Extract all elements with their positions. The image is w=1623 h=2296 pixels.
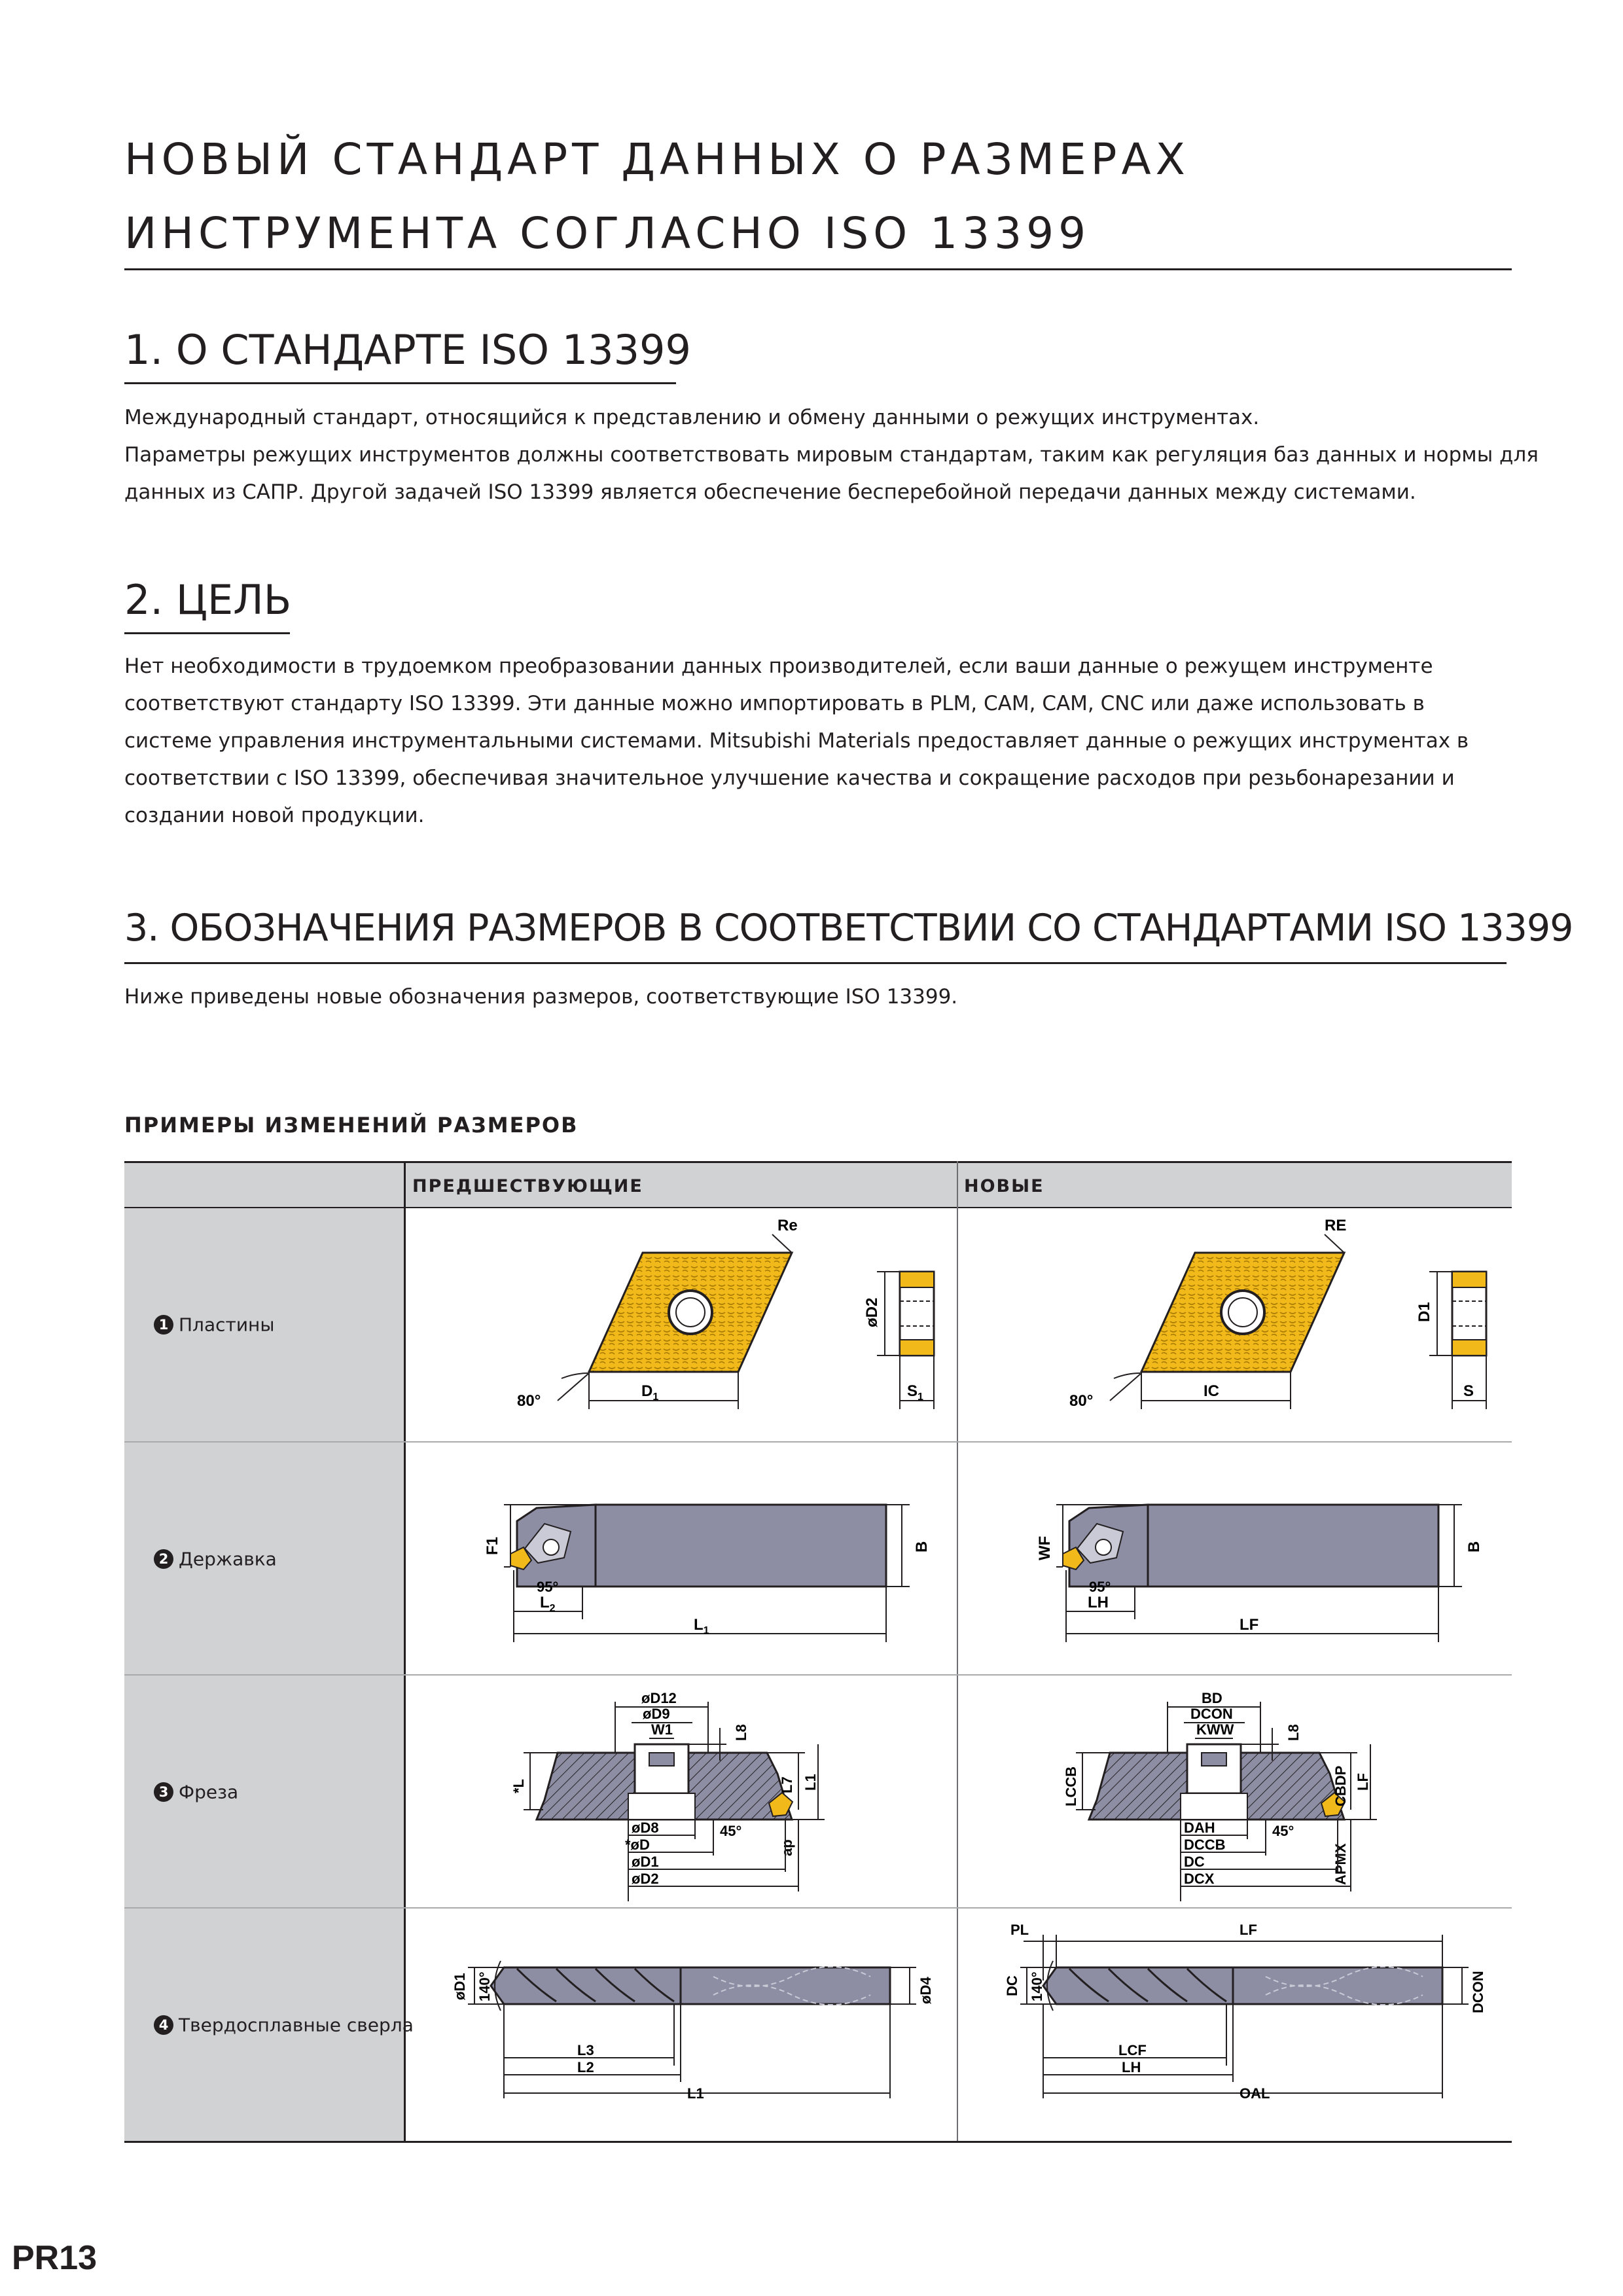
label-b: B [913,1541,931,1552]
label-angle: 140° [476,1971,493,2001]
table-title: ПРИМЕРЫ ИЗМЕНЕНИЙ РАЗМЕРОВ [124,1113,579,1138]
label-apmx: APMX [1332,1843,1349,1885]
row-label-cutter [154,1780,238,1803]
label-l8: L8 [733,1724,749,1741]
holder-shank [1148,1505,1438,1587]
label-top3: W1 [651,1721,673,1738]
text-line: данных из САПР. Другой задачей ISO 13399 является обеспечение бесперебойной передачи данных между системами. [124,480,1416,504]
section-1-text [124,399,1539,511]
label-d1: D1 [1416,1302,1433,1322]
row-number: 1 [154,1315,173,1335]
label-b2: *øD [625,1837,650,1853]
title-rule [124,268,1512,270]
label-l7: L7 [779,1776,795,1793]
label-b1: DAH [1184,1820,1215,1836]
label-b4: øD2 [632,1871,659,1887]
label-s: S [1463,1382,1474,1400]
label-re: RE [1325,1217,1347,1234]
label-pl: PL [1010,1922,1029,1938]
text-line: соответствуют стандарту ISO 13399. Эти данные можно импортировать в PLM, CAM, CAM, CNC или даже использовать в [124,692,1425,715]
label-lh: LH [1122,2059,1141,2075]
row-text: Пластины [179,1314,275,1336]
row-number: 2 [154,1549,173,1569]
row-text: Фреза [179,1781,239,1803]
drill-shank [681,1967,890,2004]
table-header [124,1161,1512,1208]
label-l2: L2 [577,2059,594,2075]
label-l2: $L_2$ [540,1594,556,1614]
insert-diagram-new [958,1210,1512,1441]
header-new: НОВЫЕ [964,1176,1044,1196]
label-dcon: DCON [1470,1971,1486,2013]
label-top1: øD12 [641,1690,677,1706]
label-l3: L3 [577,2042,594,2058]
text-line: Ниже приведены новые обозначения размеров, соответствующие ISO 13399. [124,985,958,1009]
label-angle: 45° [720,1823,742,1839]
cutter-diagram-previous [406,1676,957,1907]
drill-shank [1233,1967,1442,2004]
label-lccb: LCCB [1063,1766,1079,1806]
label-angle: 95° [1089,1579,1111,1595]
label-angle: 80° [1069,1392,1094,1410]
label-top1: BD [1202,1690,1222,1706]
label-angle: 45° [1272,1823,1294,1839]
label-re: Re [777,1217,798,1234]
label-wf: WF [1036,1535,1054,1560]
insert-diagram-previous [406,1210,957,1441]
section-2-text [124,648,1512,834]
label-lf: LF [1355,1773,1371,1791]
holder-diagram-new [958,1443,1512,1674]
label-lf: LF [1240,1616,1259,1634]
section-2-rule [124,632,290,634]
section-3-text [124,978,1512,1016]
text-line: создании новой продукции. [124,804,425,827]
dimension-table [124,1161,1512,2143]
label-b2: DCCB [1184,1837,1226,1853]
label-lf: LF [1240,1922,1257,1938]
label-d1: øD1 [452,1973,468,2000]
label-b3: DC [1184,1854,1205,1870]
label-l1: L1 [802,1774,819,1791]
label-top3: KWW [1196,1721,1234,1738]
label-top2: DCON [1190,1706,1233,1722]
drill-diagram-previous [406,1909,957,2140]
label-l1: L1 [687,2085,704,2102]
cutter-diagram-new [958,1676,1512,1907]
label-angle: 140° [1029,1971,1045,2001]
section-1-heading: 1. О СТАНДАРТЕ ISO 13399 [124,326,691,374]
label-lh: LH [1088,1594,1109,1611]
label-angle: 95° [537,1579,559,1595]
text-line: Параметры режущих инструментов должны соответствовать мировым стандартам, таким как регуляция баз данных и нормы для [124,443,1539,467]
table-bottom-rule [124,2141,1512,2143]
page-number: PR13 [12,2239,98,2277]
section-1-rule [124,382,676,384]
label-d4: øD4 [918,1977,934,2004]
text-line: системе управления инструментальными системами. Mitsubishi Materials предоставляет данные о режущих инструментах в [124,729,1469,753]
row-label-drills [154,2013,414,2036]
row-text: Твердосплавные сверла [179,2014,414,2036]
label-b: B [1465,1541,1483,1552]
row-label-inserts [154,1313,274,1336]
label-lcf: LCF [1118,2042,1147,2058]
label-d1: $D_1$ [641,1382,659,1403]
label-d2: øD2 [863,1297,881,1327]
label-b4: DCX [1184,1871,1215,1887]
row-number: 4 [154,2015,173,2035]
label-l: *L [510,1779,527,1793]
label-b1: øD8 [632,1820,659,1836]
row-text: Державка [179,1548,277,1570]
drill-diagram-new [958,1909,1512,2140]
text-line: Международный стандарт, относящийся к представлению и обмену данными о режущих инструментах. [124,406,1260,429]
label-l8: L8 [1285,1724,1302,1741]
label-b3: øD1 [632,1854,659,1870]
label-cbdp: CBDP [1332,1765,1349,1806]
section-3-rule [124,962,1507,964]
text-line: Нет необходимости в трудоемком преобразовании данных производителей, если ваши данные о режущем инструменте [124,655,1433,678]
label-s1: $S_1$ [907,1382,923,1403]
holder-shank [596,1505,886,1587]
page-title-line2: ИНСТРУМЕНТА СОГЛАСНО ISO 13399 [124,208,1091,259]
header-previous: ПРЕДШЕСТВУЮЩИЕ [412,1176,643,1196]
page-title-line1: НОВЫЙ СТАНДАРТ ДАННЫХ О РАЗМЕРАХ [124,134,1190,185]
label-ap: ap [779,1839,795,1856]
label-f1: F1 [484,1536,501,1555]
label-l1: $L_1$ [694,1616,709,1636]
row-label-holder [154,1547,277,1570]
text-line: соответствии с ISO 13399, обеспечивая значительное улучшение качества и сокращение расходов при резьбонарезании и [124,766,1455,790]
section-2-heading: 2. ЦЕЛЬ [124,576,292,624]
label-dc: DC [1004,1975,1020,1996]
label-oal: OAL [1240,2085,1270,2102]
holder-diagram-previous [406,1443,957,1674]
row-number: 3 [154,1782,173,1802]
label-angle: 80° [517,1392,541,1410]
section-3-heading: 3. ОБОЗНАЧЕНИЯ РАЗМЕРОВ В СООТВЕТСТВИИ СО СТАНДАРТАМИ ISO 13399 [124,906,1573,950]
label-top2: øD9 [643,1706,670,1722]
label-ic: IC [1204,1382,1219,1400]
